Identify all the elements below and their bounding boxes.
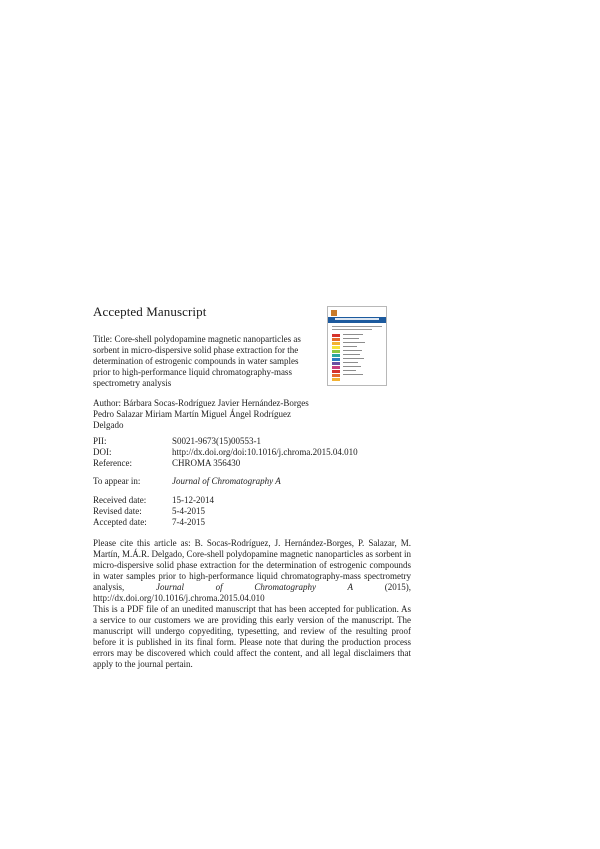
identifier-row-pii: PII: S0021-9673(15)00553-1 — [93, 436, 261, 446]
journal-cover-image — [327, 306, 387, 386]
page-title: Accepted Manuscript — [93, 304, 207, 319]
author-names: Bárbara Socas-Rodríguez Javier Hernández-Borges Pedro Salazar Miriam Martín Miguel Ángel Rodríguez Delgado — [93, 398, 309, 430]
identifier-table — [93, 436, 513, 469]
citation-doi: (2015), http://dx.doi.org/10.1016/j.chroma.2015.04.010 — [93, 582, 411, 603]
citation-paragraph — [93, 538, 411, 604]
doi-link[interactable]: http://dx.doi.org/doi:10.1016/j.chroma.2015.04.010 — [172, 447, 358, 457]
author-label: Author: — [93, 398, 121, 408]
cover-subline — [332, 329, 372, 330]
cover-stripe — [332, 354, 340, 357]
cover-stripe — [332, 334, 340, 337]
cover-subline — [332, 326, 382, 327]
citation-text: Please cite this article as: B. Socas-Rodríguez, J. Hernández-Borges, P. Salazar, M. Martín, M.Á.R. Delgado, Core-shell polydopamine magnetic nanoparticles as sorbent in micro-dispersive solid phase extraction for the determination of estrogenic compounds in water samples prior to high-performance liquid chromatography-mass spectrometry analysis, — [93, 538, 411, 592]
appear-in-row — [93, 476, 513, 487]
date-row-revised: Revised date: 5-4-2015 — [93, 506, 205, 516]
citation-journal: Journal of Chromatography A — [155, 582, 354, 592]
appear-label: To appear in: — [93, 476, 141, 486]
cover-title-line — [335, 318, 379, 320]
cover-stripe — [332, 342, 340, 345]
cover-stripe — [332, 378, 340, 381]
cover-stripe — [332, 346, 340, 349]
cover-stripe — [332, 370, 340, 373]
cover-stripe — [332, 338, 340, 341]
title-text: Core-shell polydopamine magnetic nanoparticles as sorbent in micro-dispersive solid phase extraction for the determination of estrogenic compounds in water samples prior to high-performance liquid chromatography-mass spectrometry analysis — [93, 334, 301, 388]
cover-contents-lines — [343, 334, 365, 378]
manuscript-title — [93, 334, 308, 389]
date-row-received: Received date: 15-12-2014 — [93, 495, 214, 505]
manuscript-authors — [93, 398, 318, 431]
title-label: Title: — [93, 334, 113, 344]
cover-stripe — [332, 374, 340, 377]
disclaimer-paragraph: This is a PDF file of an unedited manuscript that has been accepted for publication. As a service to our customers we are providing this early version of the manuscript. The manuscript will undergo copyediting, typesetting, and review of the resulting proof before it is published in its final form. Please note that during the production process errors may be discovered which could affect the content, and all legal disclaimers that apply to the journal pertain. — [93, 604, 411, 669]
identifier-row-doi: DOI: http://dx.doi.org/doi:10.1016/j.chroma.2015.04.010 — [93, 447, 513, 458]
publisher-logo-icon — [331, 310, 337, 316]
cover-stripe — [332, 358, 340, 361]
dates-table — [93, 495, 513, 528]
cover-stripe — [332, 362, 340, 365]
cover-color-stripes — [332, 334, 340, 382]
journal-name: Journal of Chromatography A — [172, 476, 281, 486]
identifier-row-reference: Reference: CHROMA 356430 — [93, 458, 241, 468]
cover-stripe — [332, 366, 340, 369]
cover-stripe — [332, 350, 340, 353]
date-row-accepted: Accepted date: 7-4-2015 — [93, 517, 205, 527]
